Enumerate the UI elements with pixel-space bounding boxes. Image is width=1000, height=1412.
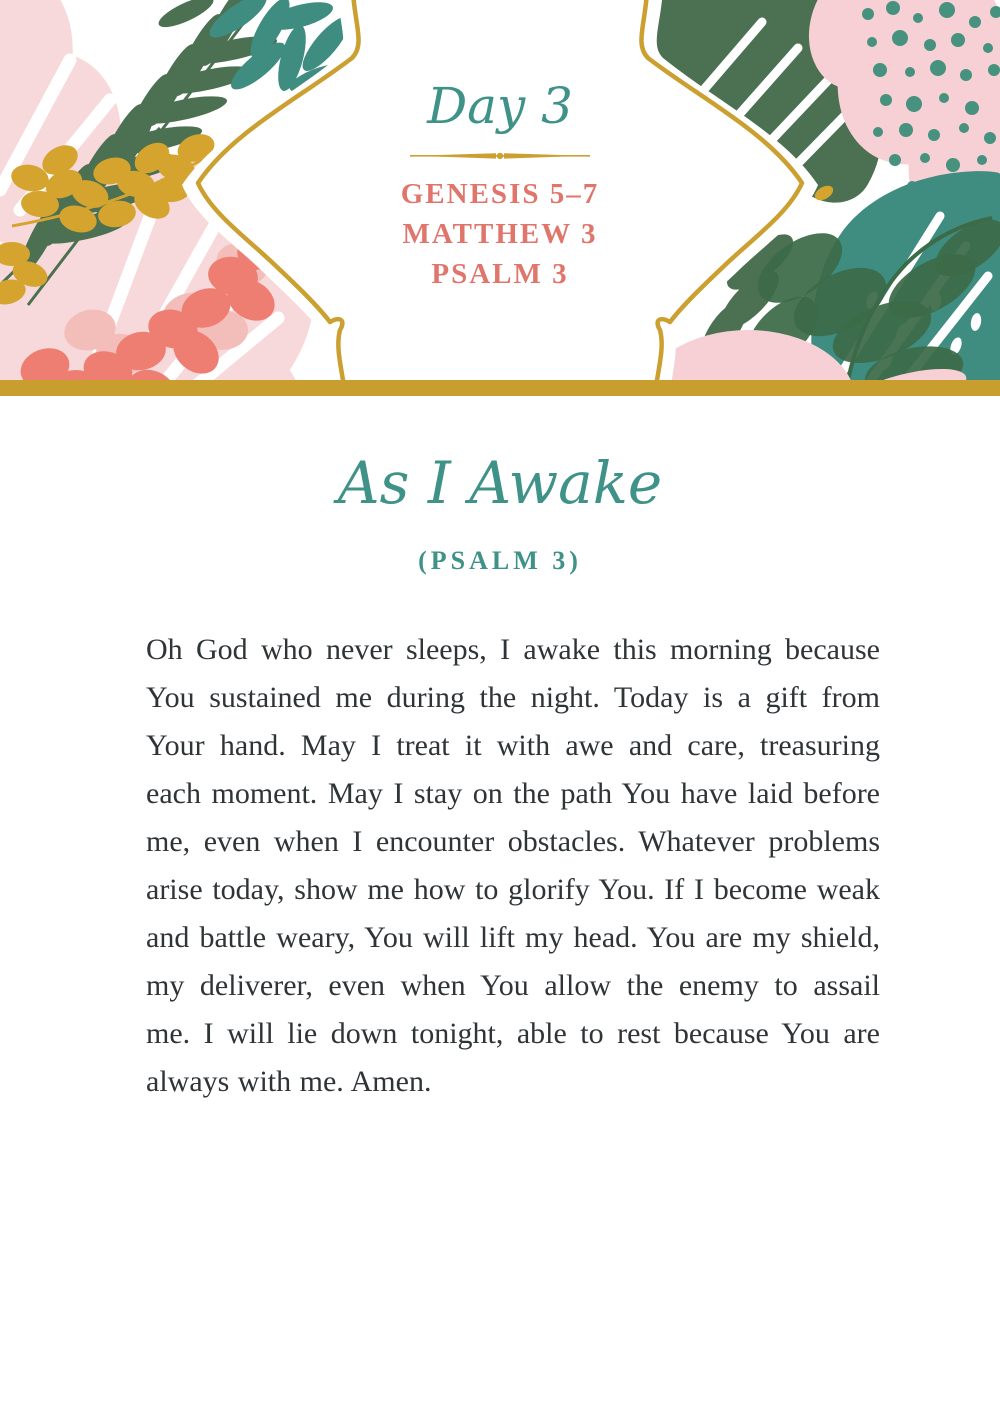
prayer-line: arise today, show me how to glorify You. If I become weak [146, 873, 880, 906]
prayer-title: As I Awake [337, 449, 663, 517]
prayer-subtitle: (PSALM 3) [418, 546, 582, 575]
prayer-line: Your hand. May I treat it with awe and care, treasuring [146, 729, 880, 762]
reading-item: GENESIS 5–7 [400, 178, 600, 210]
day-label: Day 3 [427, 77, 573, 135]
prayer-line: You sustained me during the night. Today is a gift from [146, 681, 880, 714]
readings-list [0, 174, 1000, 294]
prayer-line: me. I will lie down tonight, able to rest because You are [146, 1017, 880, 1050]
prayer-text [146, 626, 880, 1106]
prayer-line: always with me. Amen. [146, 1065, 432, 1098]
prayer-line: my deliverer, even when You allow the enemy to assail [146, 969, 880, 1002]
ornamental-divider [410, 149, 590, 163]
reading-item: MATTHEW 3 [402, 218, 598, 250]
page-header [0, 0, 1000, 396]
gold-bar [0, 380, 1000, 396]
prayer-line: and battle weary, You will lift my head. You are my shield, [146, 921, 880, 954]
reading-item: PSALM 3 [431, 258, 569, 290]
prayer-line: Oh God who never sleeps, I awake this morning because [146, 633, 880, 666]
prayer-line: me, even when I encounter obstacles. Whatever problems [146, 825, 880, 858]
prayer-line: each moment. May I stay on the path You have laid before [146, 777, 880, 810]
